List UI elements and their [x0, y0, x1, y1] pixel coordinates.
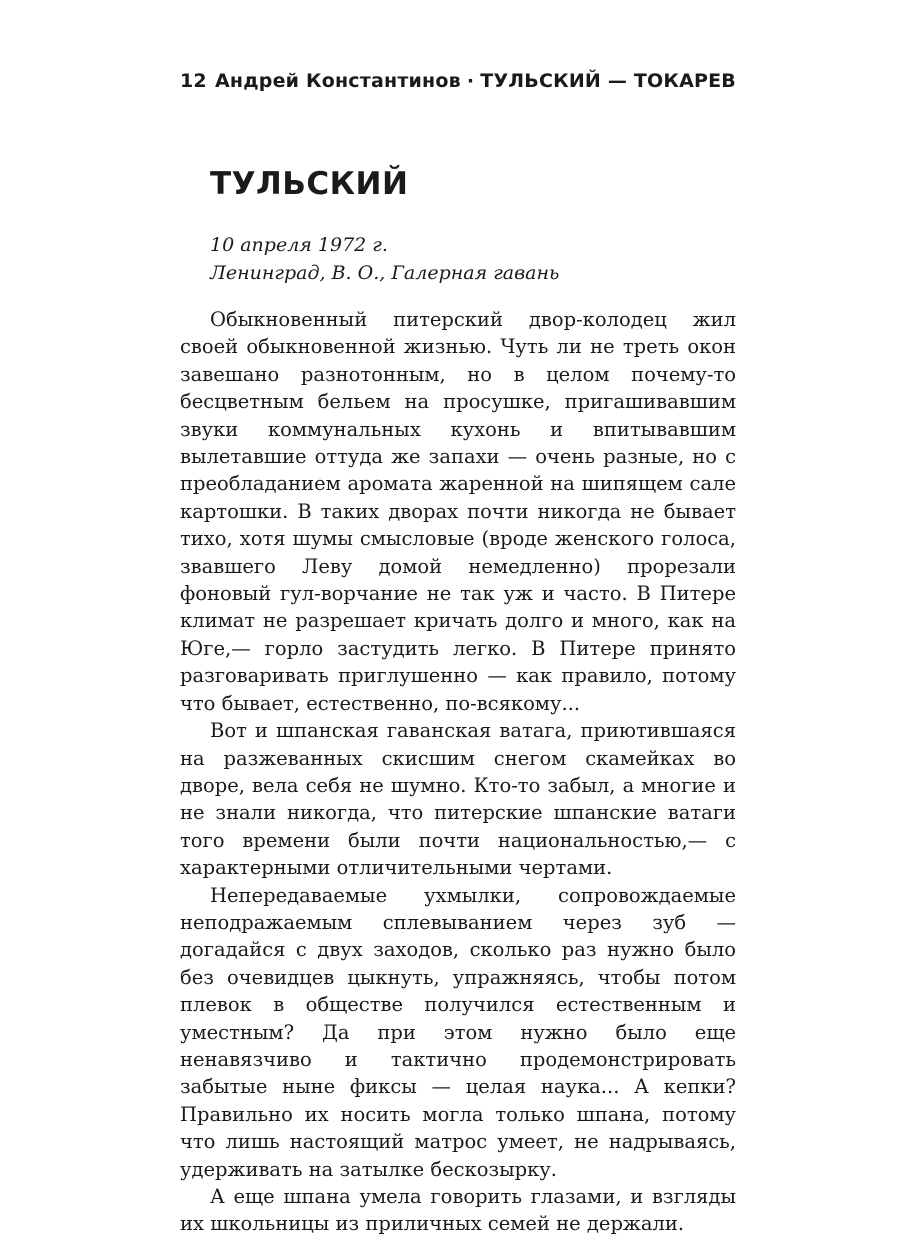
paragraph: Обыкновенный питерский двор-колодец жил своей обыкновенной жизнью. Чуть ли не треть окон завешано разнотонным, но в целом почему-то бесцветным бельем на просушке, пригашивавшим звуки коммунальных кухонь и впитывавшим вылетавшие оттуда же запахи — очень разные, но с преобладанием аромата жаренной на шипящем сале картошки. В таких дворах почти никогда не бывает тихо, хотя шумы смысловые (вроде женского голоса, звавшего Леву домой немедленно) прорезали фоновый гул-ворчание не так уж и часто. В Питере климат не разрешает кричать долго и много, как на Юге,— горло застудить легко. В Питере принято разговаривать приглушенно — как правило, потому что бывает, естественно, по-всякому...	[180, 308, 736, 715]
running-title	[215, 70, 736, 92]
paragraph: А еще шпана умела говорить глазами, и взгляды их школьницы из приличных семей не держали.	[180, 1185, 736, 1236]
running-head	[180, 66, 736, 96]
page-number: 12	[180, 70, 207, 92]
chapter-title: ТУЛЬСКИЙ	[210, 166, 409, 202]
author-name: Андрей Константинов	[215, 70, 461, 92]
paragraph: Непередаваемые ухмылки, сопровождаемые неподражаемым сплевыванием через зуб — догадайся с двух заходов, сколько раз нужно было без очевидцев цыкнуть, упражняясь, чтобы потом плевок в обществе получился естественным и уместным? Да при этом нужно было еще ненавязчиво и тактично продемонстрировать забытые ныне фиксы — целая наука... А кепки? Правильно их носить могла только шпана, потому что лишь настоящий матрос умеет, не надрываясь, удерживать на затылке бескозырку.	[180, 883, 736, 1181]
header-separator: ·	[466, 70, 475, 92]
chapter-place: Ленинград, В. О., Галерная гавань	[210, 262, 560, 284]
body-text	[180, 306, 736, 1238]
paragraph: Вот и шпанская гаванская ватага, приютившаяся на разжеванных скисшим снегом скамейках во дворе, вела себя не шумно. Кто-то забыл, а многие и не знали никогда, что питерские шпанские ватаги того времени были почти национальностью,— с характерными отличительными чертами.	[180, 719, 736, 880]
book-title: ТУЛЬСКИЙ — ТОКАРЕВ	[480, 70, 736, 92]
chapter-epigraph	[210, 231, 730, 287]
chapter-date: 10 апреля 1972 г.	[210, 234, 388, 256]
